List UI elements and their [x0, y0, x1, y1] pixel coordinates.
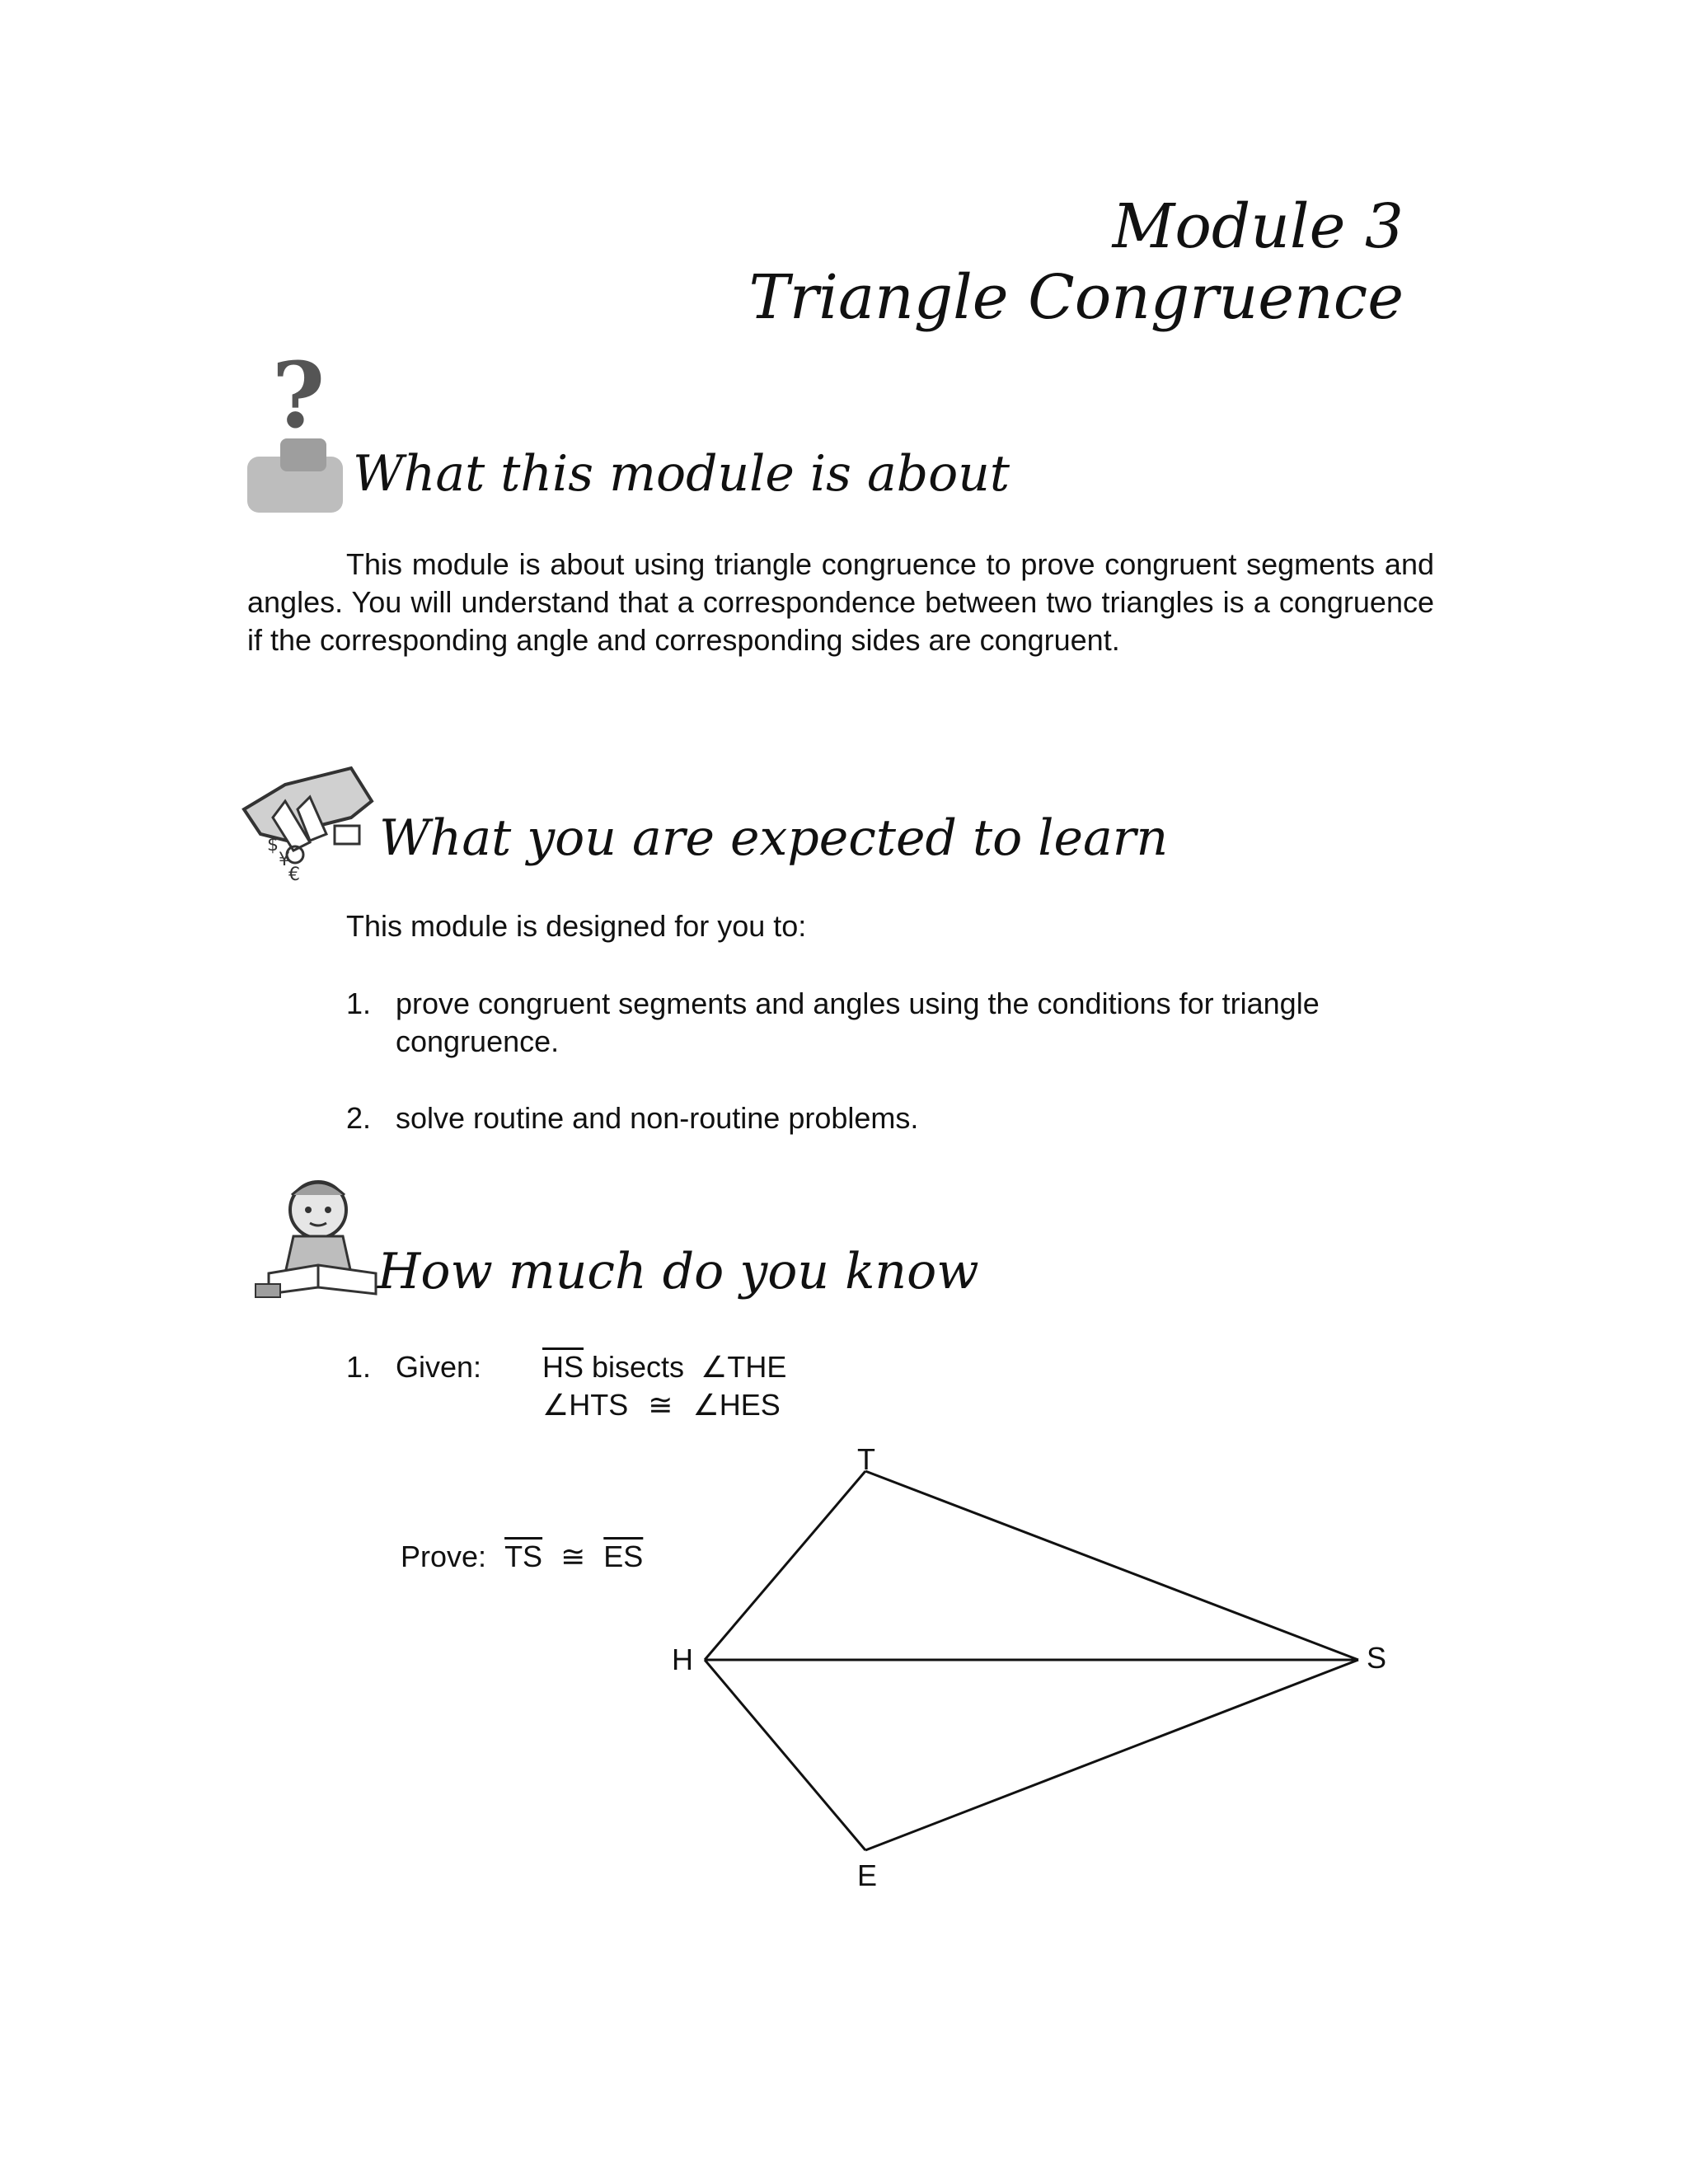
objective-text: prove congruent segments and angles using the conditions for triangle congruence. [396, 987, 1320, 1058]
vertex-label-t: T [857, 1442, 875, 1476]
svg-text:$: $ [267, 835, 279, 855]
section-heading-learn: What you are expected to learn [379, 809, 1169, 867]
section-heading-know: How much do you know [377, 1243, 979, 1301]
segment-es-line [865, 1660, 1358, 1850]
angle-the: THE [727, 1350, 787, 1384]
svg-text:¥: ¥ [279, 850, 290, 870]
segment-ts-line [865, 1471, 1358, 1660]
objective-text: solve routine and non-routine problems. [396, 1101, 919, 1135]
segment-he [705, 1660, 865, 1850]
about-paragraph: This module is about using triangle congruence to prove congruent segments and angles. You will understand that a correspondence between two triangles is a congruence if the corresponding angle and corresponding sides are congruent. [247, 547, 1434, 657]
angle-hes: HES [719, 1388, 781, 1422]
module-title: Triangle Congruence [748, 262, 1404, 333]
vertex-label-h: H [672, 1643, 693, 1676]
given-label: Given: [396, 1350, 482, 1384]
angle-symbol: ∠ [692, 1388, 720, 1422]
question-number: 1. [346, 1350, 372, 1384]
congruent-symbol: ≅ [648, 1388, 673, 1422]
section-heading-about: What this module is about [353, 445, 1010, 503]
vertex-label-e: E [857, 1858, 878, 1892]
module-number: Module 3 [1112, 191, 1404, 262]
prove-label: Prove: [401, 1540, 487, 1573]
objective-number: 2. [346, 1101, 372, 1135]
segment-hs: $\overline{HS}$ [542, 1350, 584, 1384]
svg-text:€: € [288, 865, 300, 885]
segment-th [705, 1471, 865, 1660]
segment-ts: $\overline{TS}$ [504, 1540, 543, 1573]
angle-symbol: ∠ [701, 1350, 728, 1384]
segment-es: $\overline{ES}$ [603, 1540, 644, 1573]
congruent-symbol: ≅ [560, 1540, 586, 1573]
given-text: bisects [584, 1350, 693, 1384]
svg-text:?: ? [271, 342, 326, 448]
objectives-intro: This module is designed for you to: [346, 909, 807, 943]
angle-symbol: ∠ [542, 1388, 570, 1422]
objective-number: 1. [346, 987, 372, 1020]
vertex-label-s: S [1367, 1641, 1387, 1675]
angle-hts: HTS [569, 1388, 629, 1422]
